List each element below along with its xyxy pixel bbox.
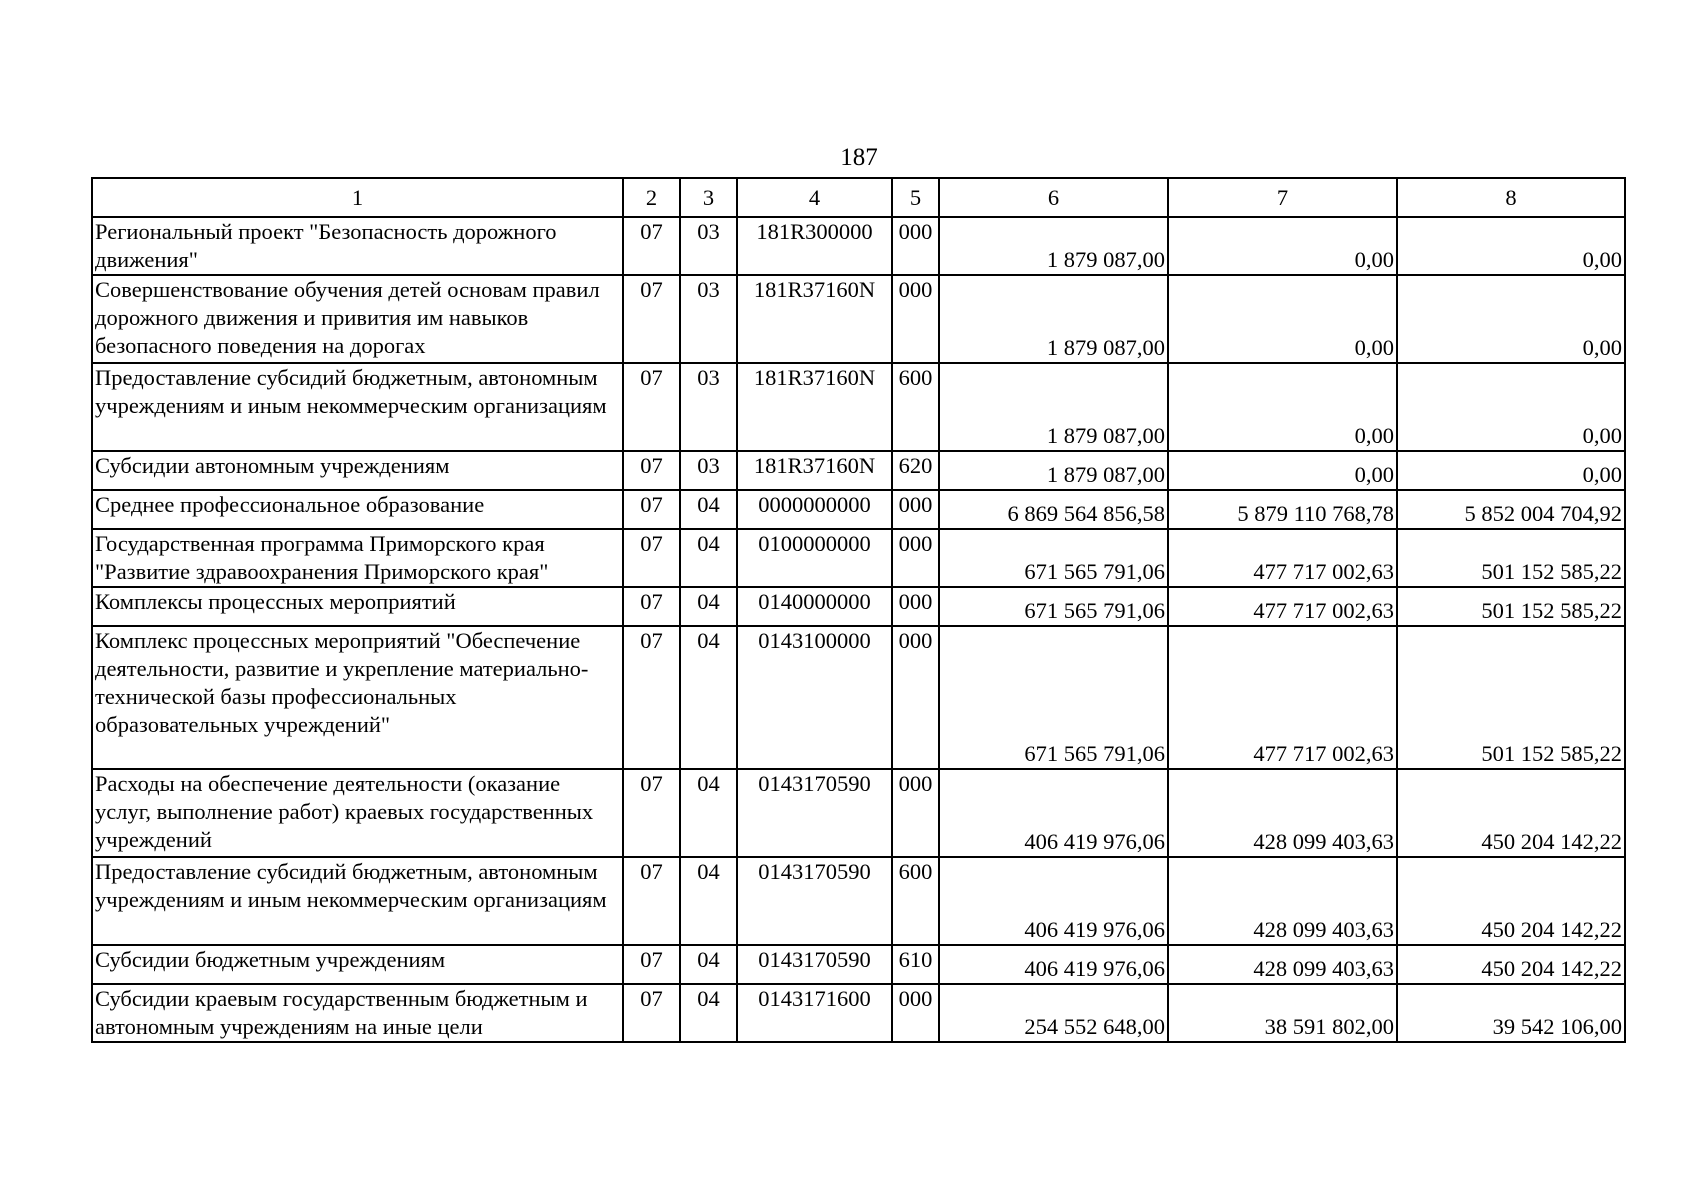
subsection-code: 04 <box>680 490 737 529</box>
subsection-code: 03 <box>680 217 737 275</box>
row-name: Региональный проект "Безопасность дорожного движения" <box>92 217 623 275</box>
subsection-code: 04 <box>680 587 737 626</box>
amount-col-6: 406 419 976,06 <box>939 769 1168 857</box>
subsection-code: 04 <box>680 945 737 984</box>
row-name: Государственная программа Приморского края "Развитие здравоохранения Приморского края" <box>92 529 623 587</box>
amount-col-8: 5 852 004 704,92 <box>1397 490 1625 529</box>
column-header: 1 <box>92 178 623 217</box>
section-code: 07 <box>623 217 680 275</box>
target-article-code: 0143170590 <box>737 857 892 945</box>
amount-col-8: 0,00 <box>1397 363 1625 451</box>
page-number: 187 <box>840 144 878 171</box>
amount-col-8: 450 204 142,22 <box>1397 945 1625 984</box>
budget-table <box>91 177 1626 1043</box>
subsection-code: 04 <box>680 984 737 1042</box>
section-code: 07 <box>623 626 680 769</box>
table-row <box>92 626 1625 769</box>
target-article-code: 181R300000 <box>737 217 892 275</box>
amount-col-7: 5 879 110 768,78 <box>1168 490 1397 529</box>
section-code: 07 <box>623 490 680 529</box>
row-name: Предоставление субсидий бюджетным, автономным учреждениям и иным некоммерческим организациям <box>92 363 623 451</box>
row-name: Предоставление субсидий бюджетным, автономным учреждениям и иным некоммерческим организациям <box>92 857 623 945</box>
table-row <box>92 769 1625 857</box>
subsection-code: 04 <box>680 769 737 857</box>
table-row <box>92 529 1625 587</box>
target-article-code: 0143171600 <box>737 984 892 1042</box>
target-article-code: 181R37160N <box>737 451 892 490</box>
expense-type-code: 000 <box>892 626 939 769</box>
column-header: 5 <box>892 178 939 217</box>
amount-col-6: 671 565 791,06 <box>939 587 1168 626</box>
amount-col-6: 406 419 976,06 <box>939 857 1168 945</box>
subsection-code: 04 <box>680 857 737 945</box>
amount-col-7: 0,00 <box>1168 217 1397 275</box>
amount-col-7: 428 099 403,63 <box>1168 945 1397 984</box>
amount-col-6: 1 879 087,00 <box>939 363 1168 451</box>
target-article-code: 181R37160N <box>737 275 892 363</box>
amount-col-6: 1 879 087,00 <box>939 275 1168 363</box>
column-header: 7 <box>1168 178 1397 217</box>
amount-col-8: 501 152 585,22 <box>1397 626 1625 769</box>
table-row <box>92 984 1625 1042</box>
header-row <box>92 178 1625 217</box>
table-row <box>92 945 1625 984</box>
amount-col-6: 6 869 564 856,58 <box>939 490 1168 529</box>
table-row <box>92 275 1625 363</box>
column-header: 4 <box>737 178 892 217</box>
column-header: 2 <box>623 178 680 217</box>
amount-col-7: 428 099 403,63 <box>1168 857 1397 945</box>
amount-col-6: 671 565 791,06 <box>939 626 1168 769</box>
section-code: 07 <box>623 945 680 984</box>
amount-col-7: 428 099 403,63 <box>1168 769 1397 857</box>
row-name: Субсидии краевым государственным бюджетным и автономным учреждениям на иные цели <box>92 984 623 1042</box>
expense-type-code: 000 <box>892 490 939 529</box>
row-name: Комплексы процессных мероприятий <box>92 587 623 626</box>
amount-col-7: 0,00 <box>1168 451 1397 490</box>
subsection-code: 03 <box>680 363 737 451</box>
table-row <box>92 363 1625 451</box>
amount-col-8: 501 152 585,22 <box>1397 587 1625 626</box>
section-code: 07 <box>623 769 680 857</box>
amount-col-8: 0,00 <box>1397 275 1625 363</box>
amount-col-7: 38 591 802,00 <box>1168 984 1397 1042</box>
row-name: Совершенствование обучения детей основам правил дорожного движения и привития им навыков безопасного поведения на дорогах <box>92 275 623 363</box>
expense-type-code: 600 <box>892 363 939 451</box>
row-name: Субсидии автономным учреждениям <box>92 451 623 490</box>
section-code: 07 <box>623 857 680 945</box>
section-code: 07 <box>623 451 680 490</box>
section-code: 07 <box>623 587 680 626</box>
table-row <box>92 217 1625 275</box>
table-row <box>92 857 1625 945</box>
target-article-code: 0143100000 <box>737 626 892 769</box>
amount-col-8: 0,00 <box>1397 217 1625 275</box>
column-header: 6 <box>939 178 1168 217</box>
amount-col-7: 477 717 002,63 <box>1168 529 1397 587</box>
target-article-code: 0140000000 <box>737 587 892 626</box>
expense-type-code: 610 <box>892 945 939 984</box>
amount-col-8: 39 542 106,00 <box>1397 984 1625 1042</box>
target-article-code: 181R37160N <box>737 363 892 451</box>
expense-type-code: 600 <box>892 857 939 945</box>
target-article-code: 0143170590 <box>737 769 892 857</box>
amount-col-6: 1 879 087,00 <box>939 451 1168 490</box>
amount-col-6: 406 419 976,06 <box>939 945 1168 984</box>
expense-type-code: 620 <box>892 451 939 490</box>
table-row <box>92 451 1625 490</box>
amount-col-7: 477 717 002,63 <box>1168 587 1397 626</box>
amount-col-8: 450 204 142,22 <box>1397 769 1625 857</box>
row-name: Среднее профессиональное образование <box>92 490 623 529</box>
column-header: 3 <box>680 178 737 217</box>
expense-type-code: 000 <box>892 587 939 626</box>
amount-col-6: 1 879 087,00 <box>939 217 1168 275</box>
amount-col-8: 501 152 585,22 <box>1397 529 1625 587</box>
amount-col-7: 477 717 002,63 <box>1168 626 1397 769</box>
section-code: 07 <box>623 275 680 363</box>
expense-type-code: 000 <box>892 529 939 587</box>
section-code: 07 <box>623 984 680 1042</box>
amount-col-7: 0,00 <box>1168 363 1397 451</box>
subsection-code: 04 <box>680 529 737 587</box>
expense-type-code: 000 <box>892 275 939 363</box>
expense-type-code: 000 <box>892 769 939 857</box>
subsection-code: 03 <box>680 451 737 490</box>
row-name: Расходы на обеспечение деятельности (оказание услуг, выполнение работ) краевых государственных учреждений <box>92 769 623 857</box>
target-article-code: 0100000000 <box>737 529 892 587</box>
table-row <box>92 587 1625 626</box>
target-article-code: 0143170590 <box>737 945 892 984</box>
amount-col-6: 671 565 791,06 <box>939 529 1168 587</box>
row-name: Субсидии бюджетным учреждениям <box>92 945 623 984</box>
expense-type-code: 000 <box>892 984 939 1042</box>
section-code: 07 <box>623 363 680 451</box>
row-name: Комплекс процессных мероприятий "Обеспечение деятельности, развитие и укрепление материально-технической базы профессиональных образовательных учреждений" <box>92 626 623 769</box>
expense-type-code: 000 <box>892 217 939 275</box>
amount-col-6: 254 552 648,00 <box>939 984 1168 1042</box>
table-row <box>92 490 1625 529</box>
subsection-code: 04 <box>680 626 737 769</box>
target-article-code: 0000000000 <box>737 490 892 529</box>
amount-col-8: 0,00 <box>1397 451 1625 490</box>
amount-col-8: 450 204 142,22 <box>1397 857 1625 945</box>
amount-col-7: 0,00 <box>1168 275 1397 363</box>
column-header: 8 <box>1397 178 1625 217</box>
subsection-code: 03 <box>680 275 737 363</box>
section-code: 07 <box>623 529 680 587</box>
